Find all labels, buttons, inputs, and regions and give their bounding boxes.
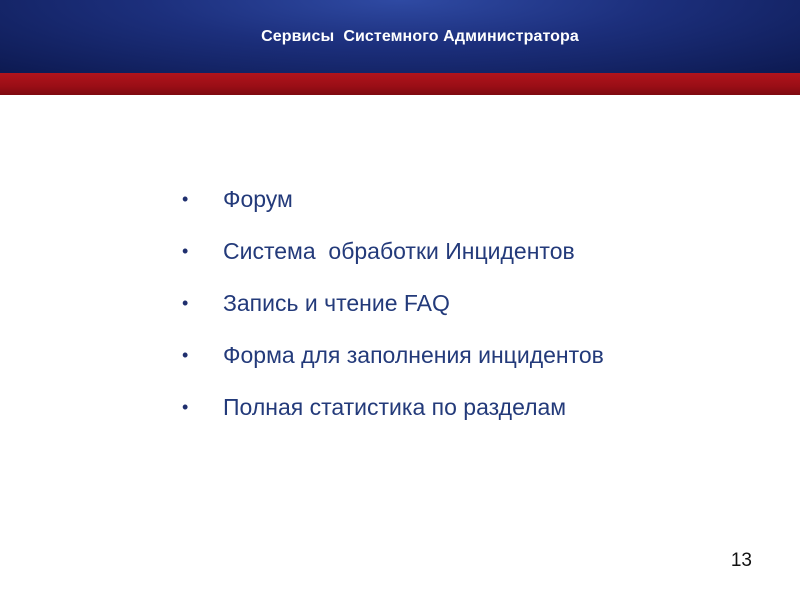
bullet-icon: • — [182, 241, 189, 261]
bullet-icon: • — [182, 345, 189, 365]
bullet-list — [180, 180, 604, 440]
bullet-text: Полная статистика по разделам — [223, 394, 567, 420]
bullet-item-forum — [180, 180, 604, 232]
bullet-item-statistics — [180, 388, 604, 440]
bullet-icon: • — [182, 293, 189, 313]
page-number: 13 — [730, 550, 752, 571]
slide-header — [0, 0, 800, 73]
bullet-icon: • — [182, 397, 189, 417]
accent-bar — [0, 73, 800, 95]
bullet-item-incident-form — [180, 336, 604, 388]
bullet-text: Запись и чтение FAQ — [223, 290, 450, 316]
slide-title: Сервисы Системного Администратора — [261, 28, 579, 45]
bullet-text: Форма для заполнения инцидентов — [223, 342, 604, 368]
bullet-icon: • — [182, 189, 189, 209]
bullet-text: Форум — [223, 186, 293, 212]
bullet-item-incident-system — [180, 232, 604, 284]
bullet-item-faq — [180, 284, 604, 336]
bullet-text: Система обработки Инцидентов — [223, 238, 575, 264]
